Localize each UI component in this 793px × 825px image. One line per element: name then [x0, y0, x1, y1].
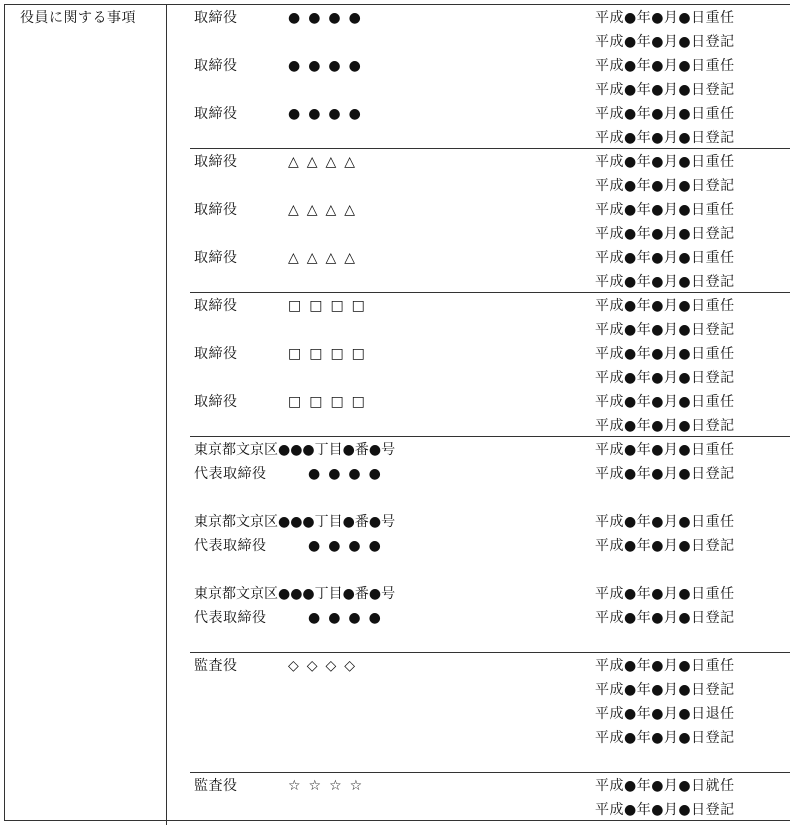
officer-name: △△△△ [288, 250, 364, 266]
date-line: 平成●年●月●日重任 [595, 202, 735, 218]
officer-title: 取締役 [194, 394, 238, 410]
officer-title: 監査役 [194, 778, 238, 794]
date-line: 平成●年●月●日登記 [595, 418, 735, 434]
officer-name: □□□□ [288, 346, 373, 362]
officer-name: ●●●● [308, 538, 389, 554]
officer-name: □□□□ [288, 298, 373, 314]
officer-title: 取締役 [194, 106, 238, 122]
date-line: 平成●年●月●日重任 [595, 394, 735, 410]
date-line: 平成●年●月●日登記 [595, 34, 735, 50]
officer-title: 代表取締役 [194, 538, 267, 554]
date-line: 平成●年●月●日登記 [595, 610, 735, 626]
date-line: 平成●年●月●日重任 [595, 658, 735, 674]
officer-address: 東京都文京区●●●丁目●番●号 [194, 586, 396, 602]
officer-name: ●●●● [288, 10, 369, 26]
date-line: 平成●年●月●日重任 [595, 106, 735, 122]
officer-name: △△△△ [288, 154, 364, 170]
date-line: 平成●年●月●日重任 [595, 586, 735, 602]
officer-title: 監査役 [194, 658, 238, 674]
officer-title: 取締役 [194, 10, 238, 26]
group-divider [190, 652, 790, 653]
date-line: 平成●年●月●日重任 [595, 10, 735, 26]
date-line: 平成●年●月●日登記 [595, 178, 735, 194]
officer-name: △△△△ [288, 202, 364, 218]
officer-name: ●●●● [288, 106, 369, 122]
date-line: 平成●年●月●日重任 [595, 154, 735, 170]
officer-name: ●●●● [288, 58, 369, 74]
officer-name: ☆☆☆☆ [288, 778, 371, 794]
date-line: 平成●年●月●日重任 [595, 514, 735, 530]
group-divider [190, 772, 790, 773]
officer-name: □□□□ [288, 394, 373, 410]
date-line: 平成●年●月●日就任 [595, 778, 735, 794]
officer-name: ●●●● [308, 610, 389, 626]
officer-title: 取締役 [194, 58, 238, 74]
officer-title: 取締役 [194, 202, 238, 218]
date-line: 平成●年●月●日登記 [595, 802, 735, 818]
date-line: 平成●年●月●日登記 [595, 130, 735, 146]
date-line: 平成●年●月●日登記 [595, 370, 735, 386]
table-left-border [4, 4, 5, 821]
table-top-border [4, 4, 790, 5]
officer-title: 取締役 [194, 250, 238, 266]
date-line: 平成●年●月●日登記 [595, 682, 735, 698]
officer-title: 取締役 [194, 154, 238, 170]
date-line: 平成●年●月●日登記 [595, 82, 735, 98]
date-line: 平成●年●月●日重任 [595, 58, 735, 74]
officer-name: ◇◇◇◇ [288, 658, 364, 674]
officer-title: 取締役 [194, 346, 238, 362]
date-line: 平成●年●月●日重任 [595, 346, 735, 362]
section-label: 役員に関する事項 [20, 10, 136, 26]
date-line: 平成●年●月●日登記 [595, 226, 735, 242]
officer-address: 東京都文京区●●●丁目●番●号 [194, 442, 396, 458]
officer-title: 代表取締役 [194, 466, 267, 482]
officer-title: 代表取締役 [194, 610, 267, 626]
officer-name: ●●●● [308, 466, 389, 482]
date-line: 平成●年●月●日退任 [595, 706, 735, 722]
column-divider [166, 4, 167, 825]
date-line: 平成●年●月●日登記 [595, 730, 735, 746]
date-line: 平成●年●月●日登記 [595, 538, 735, 554]
date-line: 平成●年●月●日重任 [595, 250, 735, 266]
date-line: 平成●年●月●日重任 [595, 442, 735, 458]
officer-title: 取締役 [194, 298, 238, 314]
officer-address: 東京都文京区●●●丁目●番●号 [194, 514, 396, 530]
date-line: 平成●年●月●日登記 [595, 322, 735, 338]
date-line: 平成●年●月●日重任 [595, 298, 735, 314]
date-line: 平成●年●月●日登記 [595, 274, 735, 290]
date-line: 平成●年●月●日登記 [595, 466, 735, 482]
